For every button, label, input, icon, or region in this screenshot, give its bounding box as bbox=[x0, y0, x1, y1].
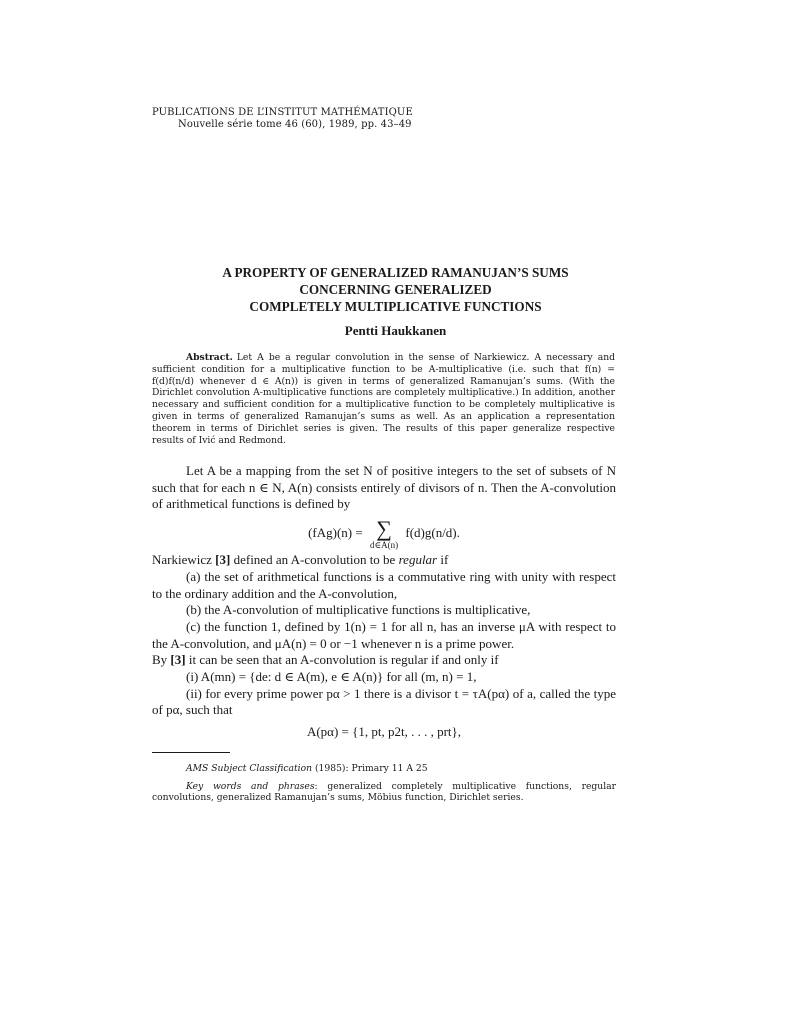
title-line-3: COMPLETELY MULTIPLICATIVE FUNCTIONS bbox=[249, 299, 542, 314]
summation-index: d∈A(n) bbox=[369, 540, 399, 551]
equation-type-set: A(pα) = {1, pt, p2t, . . . , prt}, bbox=[306, 724, 462, 740]
footnote-keywords bbox=[152, 781, 616, 804]
msc-label: AMS Subject Classification bbox=[186, 763, 313, 774]
journal-name: PUBLICATIONS DE L’INSTITUT MATHÉMATIQUE bbox=[152, 107, 413, 118]
citation-ref: [3] bbox=[170, 652, 186, 668]
equation-rhs: f(d)g(n/d). bbox=[405, 525, 460, 541]
text-run: By bbox=[152, 652, 168, 668]
paragraph-regular bbox=[152, 552, 616, 569]
condition-i: (i) A(mn) = {de: d ∈ A(m), e ∈ A(n)} for all (m, n) = 1, bbox=[186, 669, 477, 685]
msc-text: (1985): Primary 11 A 25 bbox=[314, 763, 428, 774]
condition-a: (a) the set of arithmetical functions is a commutative ring with unity with respect to the ordinary addition and the A-convolution, bbox=[152, 568, 616, 601]
title-line-1: A PROPERTY OF GENERALIZED RAMANUJAN’S SUMS bbox=[222, 265, 569, 280]
keywords-label: Key words and phrases bbox=[186, 780, 315, 792]
abstract-text: Let A be a regular convolution in the sense of Narkiewicz. A necessary and sufficient condition for a multiplicative function to be A-multiplicative (i.e. such that f(n) = f(d)f(n/d) whenever d ∈ A(n)) is given in terms of generalized Ramanujan’s sums. (With the Dirichlet convolution A-multiplicative functions are completely multiplicative.) In addition, another necessary and sufficient condition for a multiplicative function to be completely multiplicative is given in terms of generalized Ramanujan’s sums as well. As an application a representation theorem in terms of Dirichlet series is given. The results of this paper generalize respective results of Ivić and Redmond. bbox=[152, 352, 615, 446]
paragraph-iff bbox=[152, 652, 616, 669]
text-run: defined an A-convolution to be bbox=[233, 552, 396, 568]
paragraph-definition: Let A be a mapping from the set N of positive integers to the set of subsets of N such that for each n ∈ N, A(n) consists entirely of divisors of n. Then the A-convolution of arithmetical functions is defined by bbox=[152, 463, 616, 512]
keywords-text: : generalized completely multiplicative functions, regular convolutions, generalized Ramanujan’s sums, Möbius function, Dirichlet series. bbox=[152, 780, 616, 804]
footnotes bbox=[152, 763, 616, 810]
abstract-label: Abstract. bbox=[186, 352, 233, 363]
footnote-msc bbox=[152, 763, 616, 775]
author-name: Pentti Haukkanen bbox=[344, 323, 447, 338]
footnote-rule bbox=[152, 752, 230, 753]
emphasis-regular: regular bbox=[398, 552, 438, 568]
summation bbox=[370, 518, 398, 550]
main-text bbox=[152, 463, 616, 743]
citation-ref: [3] bbox=[215, 552, 231, 568]
equation-lhs: (fAg)(n) = bbox=[308, 525, 363, 541]
text-run: it can be seen that an A-convolution is regular if and only if bbox=[188, 652, 499, 668]
text-run: if bbox=[440, 552, 449, 568]
sigma-symbol: ∑ bbox=[376, 516, 392, 542]
abstract bbox=[152, 352, 615, 446]
condition-c: (c) the function 1, defined by 1(n) = 1 for all n, has an inverse μA with respect to the A-convolution, and μA(n) = 0 or −1 whenever n is a prime power. bbox=[152, 618, 616, 651]
condition-b: (b) the A-convolution of multiplicative functions is multiplicative, bbox=[186, 602, 531, 618]
condition-ii: (ii) for every prime power pα > 1 there is a divisor t = τA(pα) of a, called the type of pα, such that bbox=[152, 685, 616, 718]
journal-series: Nouvelle série tome 46 (60), 1989, pp. 43–49 bbox=[178, 119, 412, 130]
paper-title bbox=[0, 264, 791, 315]
journal-header bbox=[152, 107, 413, 131]
title-line-2: CONCERNING GENERALIZED bbox=[299, 282, 492, 297]
text-run: Narkiewicz bbox=[152, 552, 212, 568]
equation-convolution bbox=[152, 518, 616, 550]
